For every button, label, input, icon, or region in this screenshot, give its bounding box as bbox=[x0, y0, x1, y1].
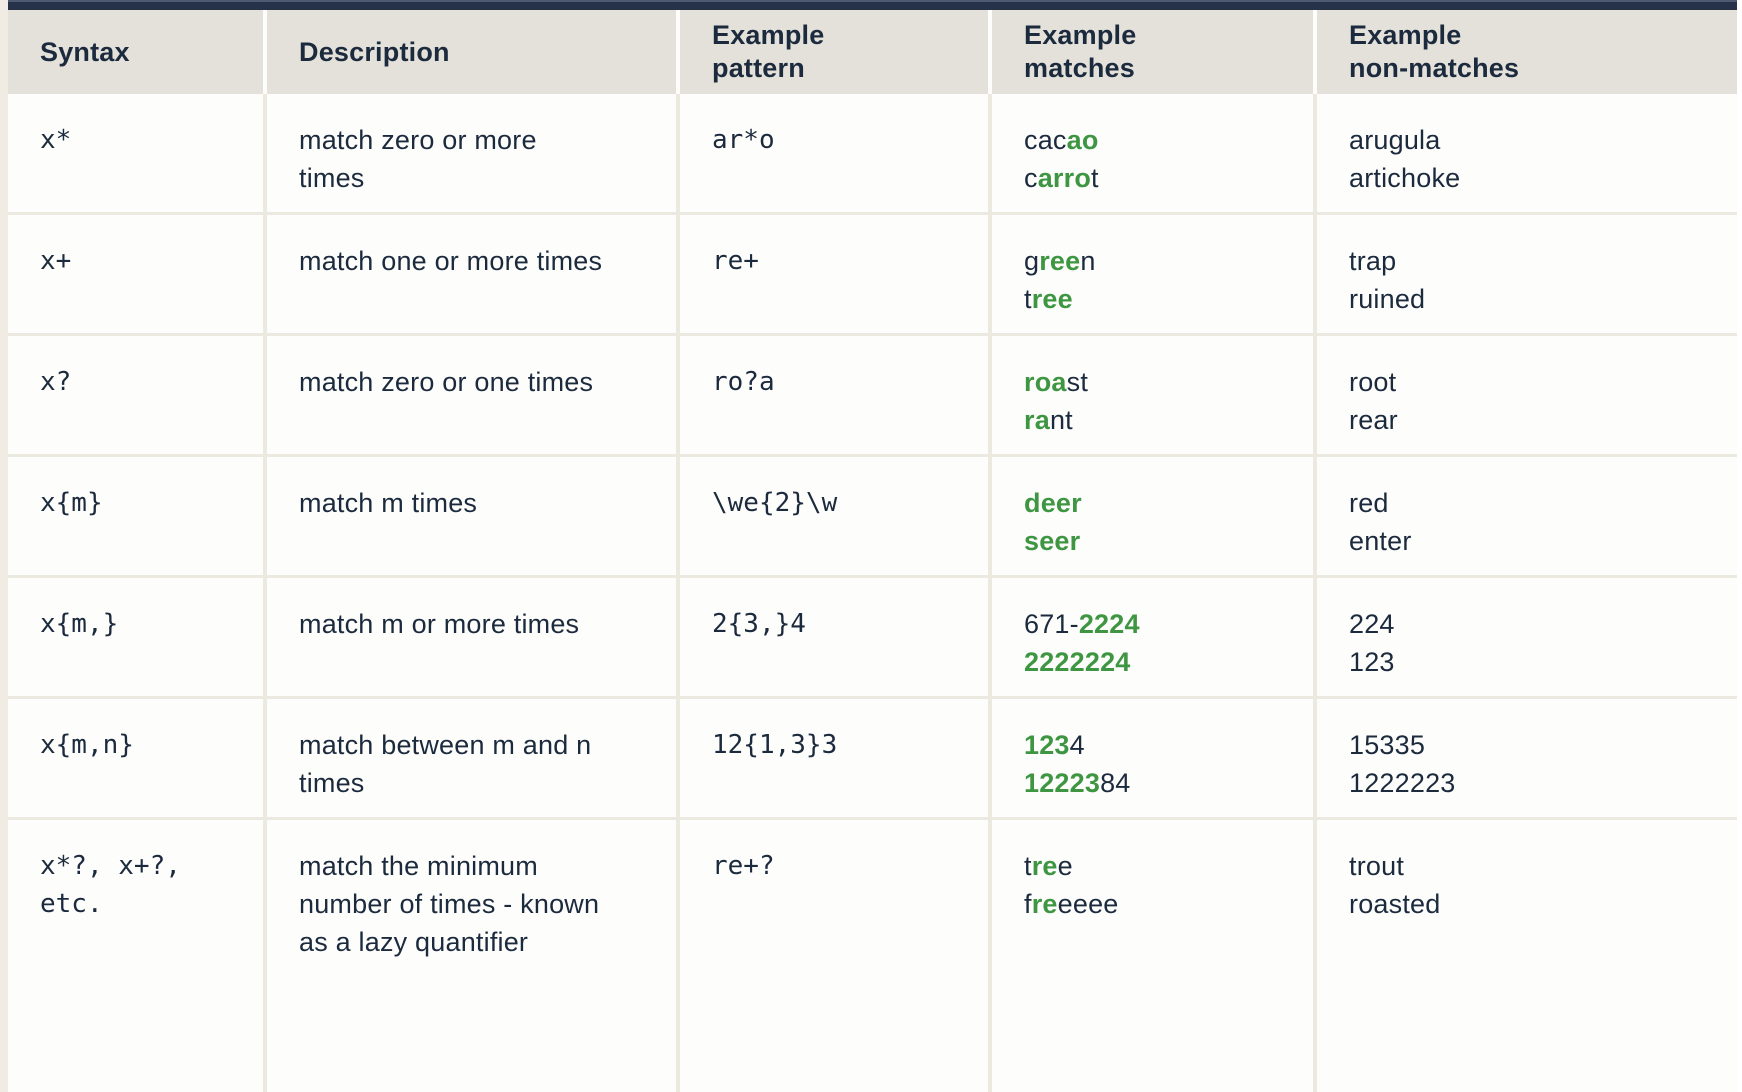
header-cell-non-matches bbox=[1317, 10, 1737, 94]
unmatched-segment: cac bbox=[1024, 125, 1067, 155]
non-matches-cell bbox=[1317, 336, 1737, 454]
unmatched-segment: 84 bbox=[1100, 768, 1131, 798]
description-cell bbox=[267, 457, 676, 575]
header-cell-matches bbox=[992, 10, 1313, 94]
table-body bbox=[8, 94, 1737, 1092]
match-word bbox=[1024, 363, 1293, 401]
syntax-cell bbox=[8, 820, 263, 1092]
syntax-cell bbox=[8, 699, 263, 817]
syntax-text: x* bbox=[40, 125, 72, 155]
description-cell bbox=[267, 820, 676, 1092]
syntax-cell bbox=[8, 578, 263, 696]
header-label: Example matches bbox=[1024, 20, 1137, 83]
matched-segment: 2224 bbox=[1078, 609, 1140, 639]
unmatched-segment: c bbox=[1024, 163, 1038, 193]
match-word bbox=[1024, 159, 1293, 197]
syntax-text: etc. bbox=[40, 889, 103, 919]
matched-segment: roa bbox=[1024, 367, 1067, 397]
table-header-row bbox=[8, 10, 1737, 94]
match-word bbox=[1024, 280, 1293, 318]
unmatched-segment: 671- bbox=[1024, 609, 1079, 639]
syntax-cell bbox=[8, 457, 263, 575]
header-label: Syntax bbox=[40, 36, 130, 67]
matched-segment: re bbox=[1031, 851, 1058, 881]
matches-cell bbox=[992, 94, 1313, 212]
unmatched-segment: f bbox=[1024, 889, 1032, 919]
pattern-cell bbox=[680, 699, 988, 817]
pattern-text: \we{2}\w bbox=[712, 488, 838, 518]
syntax-cell bbox=[8, 215, 263, 333]
non-match-word: arugula bbox=[1349, 125, 1441, 155]
non-match-word: trap bbox=[1349, 246, 1397, 276]
description-text: match m or more times bbox=[299, 609, 580, 639]
match-word bbox=[1024, 605, 1293, 643]
pattern-cell bbox=[680, 457, 988, 575]
description-cell bbox=[267, 336, 676, 454]
non-matches-cell bbox=[1317, 215, 1737, 333]
syntax-text: x{m,} bbox=[40, 609, 119, 639]
unmatched-segment: t bbox=[1091, 163, 1099, 193]
match-word bbox=[1024, 401, 1293, 439]
match-word bbox=[1024, 885, 1293, 923]
matches-cell bbox=[992, 336, 1313, 454]
matched-segment: ao bbox=[1066, 125, 1099, 155]
match-word bbox=[1024, 522, 1293, 560]
top-accent-bar bbox=[8, 0, 1737, 10]
non-match-word: 1222223 bbox=[1349, 768, 1456, 798]
pattern-cell bbox=[680, 94, 988, 212]
match-word bbox=[1024, 484, 1293, 522]
matched-segment: arro bbox=[1037, 163, 1092, 193]
matches-cell bbox=[992, 578, 1313, 696]
matches-cell bbox=[992, 699, 1313, 817]
unmatched-segment: eeee bbox=[1057, 889, 1119, 919]
non-matches-cell bbox=[1317, 94, 1737, 212]
non-match-word: root bbox=[1349, 367, 1397, 397]
description-text: times bbox=[299, 163, 365, 193]
non-match-word: 123 bbox=[1349, 647, 1395, 677]
pattern-text: 2{3,}4 bbox=[712, 609, 806, 639]
pattern-cell bbox=[680, 336, 988, 454]
matched-segment: ra bbox=[1024, 405, 1050, 435]
unmatched-segment: n bbox=[1080, 246, 1096, 276]
description-text: as a lazy quantifier bbox=[299, 927, 529, 957]
header-label: Example pattern bbox=[712, 20, 825, 83]
non-match-word: ruined bbox=[1349, 284, 1426, 314]
matched-segment: re bbox=[1031, 889, 1058, 919]
pattern-text: ar*o bbox=[712, 125, 775, 155]
match-word bbox=[1024, 643, 1293, 681]
unmatched-segment: 4 bbox=[1069, 730, 1085, 760]
syntax-text: x*?, x+?, bbox=[40, 851, 181, 881]
description-text: number of times - known bbox=[299, 889, 600, 919]
unmatched-segment: e bbox=[1057, 851, 1073, 881]
match-word bbox=[1024, 242, 1293, 280]
description-cell bbox=[267, 578, 676, 696]
unmatched-segment: st bbox=[1066, 367, 1089, 397]
non-match-word: 224 bbox=[1349, 609, 1395, 639]
description-text: match zero or more bbox=[299, 125, 537, 155]
matched-segment: 123 bbox=[1024, 730, 1070, 760]
non-matches-cell bbox=[1317, 578, 1737, 696]
matches-cell bbox=[992, 820, 1313, 1092]
pattern-cell bbox=[680, 215, 988, 333]
match-word bbox=[1024, 847, 1293, 885]
description-cell bbox=[267, 94, 676, 212]
non-match-word: rear bbox=[1349, 405, 1398, 435]
header-cell-syntax bbox=[8, 10, 263, 94]
pattern-text: re+? bbox=[712, 851, 775, 881]
unmatched-segment: t bbox=[1024, 284, 1032, 314]
match-word bbox=[1024, 121, 1293, 159]
pattern-cell bbox=[680, 578, 988, 696]
pattern-cell bbox=[680, 820, 988, 1092]
unmatched-segment: nt bbox=[1049, 405, 1073, 435]
matched-segment: 12223 bbox=[1024, 768, 1101, 798]
description-text: match m times bbox=[299, 488, 478, 518]
match-word bbox=[1024, 726, 1293, 764]
non-matches-cell bbox=[1317, 457, 1737, 575]
syntax-text: x{m,n} bbox=[40, 730, 134, 760]
pattern-text: 12{1,3}3 bbox=[712, 730, 838, 760]
unmatched-segment: t bbox=[1024, 851, 1032, 881]
description-cell bbox=[267, 699, 676, 817]
description-text: match zero or one times bbox=[299, 367, 594, 397]
syntax-cell bbox=[8, 94, 263, 212]
match-word bbox=[1024, 764, 1293, 802]
header-label: Description bbox=[299, 36, 450, 67]
syntax-text: x? bbox=[40, 367, 72, 397]
description-text: match one or more times bbox=[299, 246, 603, 276]
matched-segment: ree bbox=[1039, 246, 1081, 276]
right-edge-strip bbox=[1737, 0, 1742, 1092]
matched-segment: ree bbox=[1031, 284, 1073, 314]
non-match-word: artichoke bbox=[1349, 163, 1461, 193]
non-matches-cell bbox=[1317, 699, 1737, 817]
non-match-word: enter bbox=[1349, 526, 1412, 556]
regex-quantifiers-table bbox=[8, 10, 1737, 1092]
header-cell-pattern bbox=[680, 10, 988, 94]
non-match-word: trout bbox=[1349, 851, 1405, 881]
matches-cell bbox=[992, 215, 1313, 333]
non-matches-cell bbox=[1317, 820, 1737, 1092]
matches-cell bbox=[992, 457, 1313, 575]
matched-segment: seer bbox=[1024, 526, 1081, 556]
description-cell bbox=[267, 215, 676, 333]
unmatched-segment: g bbox=[1024, 246, 1040, 276]
description-text: match between m and n bbox=[299, 730, 592, 760]
syntax-text: x{m} bbox=[40, 488, 103, 518]
non-match-word: red bbox=[1349, 488, 1389, 518]
syntax-text: x+ bbox=[40, 246, 72, 276]
non-match-word: 15335 bbox=[1349, 730, 1426, 760]
pattern-text: ro?a bbox=[712, 367, 775, 397]
matched-segment: deer bbox=[1024, 488, 1082, 518]
pattern-text: re+ bbox=[712, 246, 759, 276]
matched-segment: 2222224 bbox=[1024, 647, 1131, 677]
description-text: match the minimum bbox=[299, 851, 538, 881]
syntax-cell bbox=[8, 336, 263, 454]
header-label: Example non-matches bbox=[1349, 20, 1520, 83]
description-text: times bbox=[299, 768, 365, 798]
header-cell-description bbox=[267, 10, 676, 94]
non-match-word: roasted bbox=[1349, 889, 1441, 919]
